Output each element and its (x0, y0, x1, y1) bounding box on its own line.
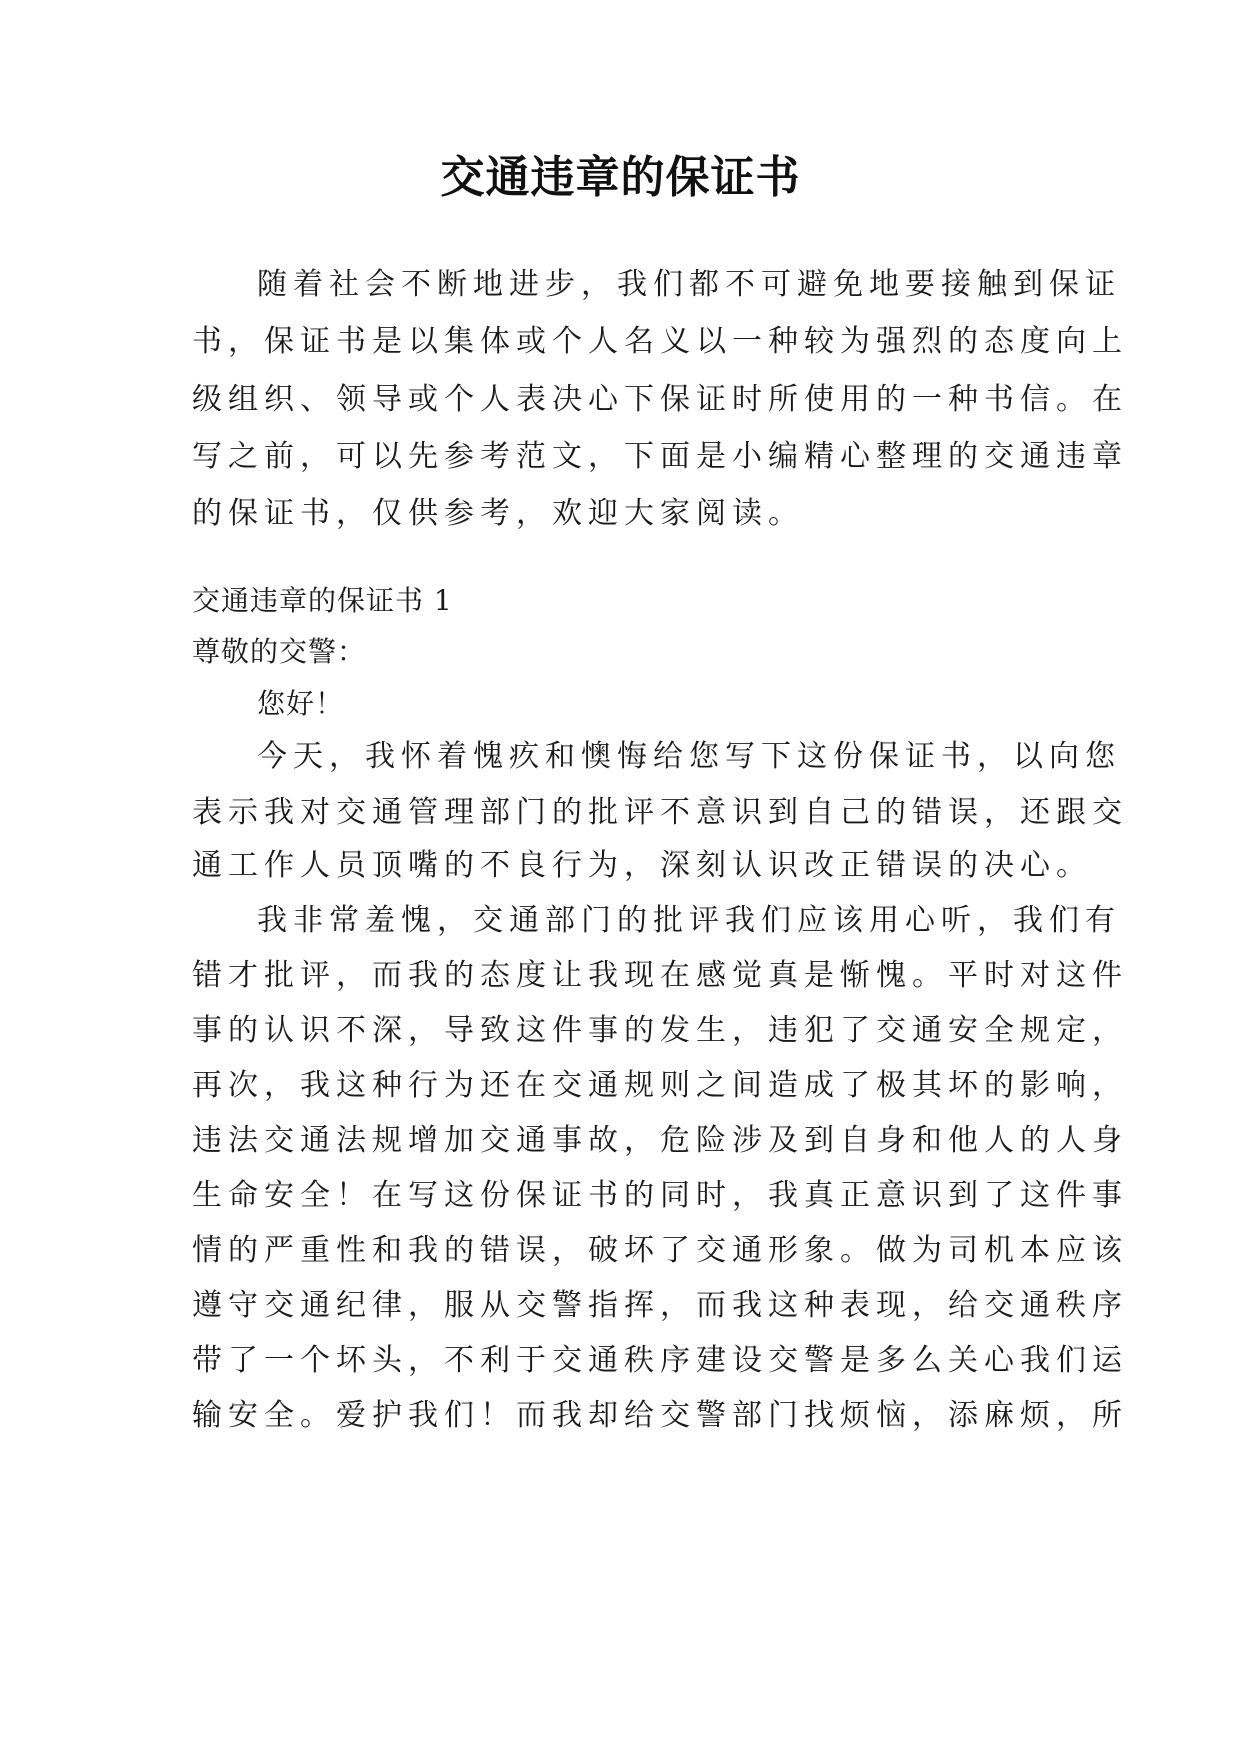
paragraph-line: 情的严重性和我的错误，破坏了交通形象。做为司机本应该 (192, 1233, 1128, 1268)
intro-line: 级组织、领导或个人表决心下保证时所使用的一种书信。在 (192, 382, 1128, 417)
paragraph-line: 再次，我这种行为还在交通规则之间造成了极其坏的影响， (192, 1068, 1128, 1103)
intro-line: 书，保证书是以集体或个人名义以一种较为强烈的态度向上 (192, 324, 1128, 359)
paragraph-line: 通工作人员顶嘴的不良行为，深刻认识改正错误的决心。 (192, 848, 1092, 883)
paragraph-line: 遵守交通纪律，服从交警指挥，而我这种表现，给交通秩序 (192, 1288, 1128, 1323)
paragraph-line: 错才批评，而我的态度让我现在感觉真是惭愧。平时对这件 (192, 958, 1128, 993)
paragraph-line: 输安全。爱护我们！而我却给交警部门找烦恼，添麻烦，所 (192, 1398, 1128, 1433)
paragraph-line: 违法交通法规增加交通事故，危险涉及到自身和他人的人身 (192, 1123, 1128, 1158)
salutation: 尊敬的交警： (192, 635, 367, 668)
paragraph-line: 带了一个坏头，不利于交通秩序建设交警是多么关心我们运 (192, 1343, 1128, 1378)
paragraph-line: 表示我对交通管理部门的批评不意识到自己的错误，还跟交 (192, 795, 1128, 830)
paragraph-line: 事的认识不深，导致这件事的发生，违犯了交通安全规定， (192, 1013, 1128, 1048)
intro-line: 的保证书，仅供参考，欢迎大家阅读。 (192, 496, 804, 531)
greeting: 您好！ (257, 687, 345, 720)
intro-line: 写之前，可以先参考范文，下面是小编精心整理的交通违章 (192, 439, 1128, 474)
intro-line: 随着社会不断地进步，我们都不可避免地要接触到保证 (257, 267, 1121, 302)
paragraph-line: 今天，我怀着愧疚和懊悔给您写下这份保证书，以向您 (257, 739, 1121, 774)
paragraph-line: 生命安全！在写这份保证书的同时，我真正意识到了这件事 (192, 1178, 1128, 1213)
paragraph-line: 我非常羞愧，交通部门的批评我们应该用心听，我们有 (257, 903, 1121, 938)
section-heading: 交通违章的保证书 1 (192, 584, 453, 617)
document-title: 交通违章的保证书 (440, 152, 801, 203)
